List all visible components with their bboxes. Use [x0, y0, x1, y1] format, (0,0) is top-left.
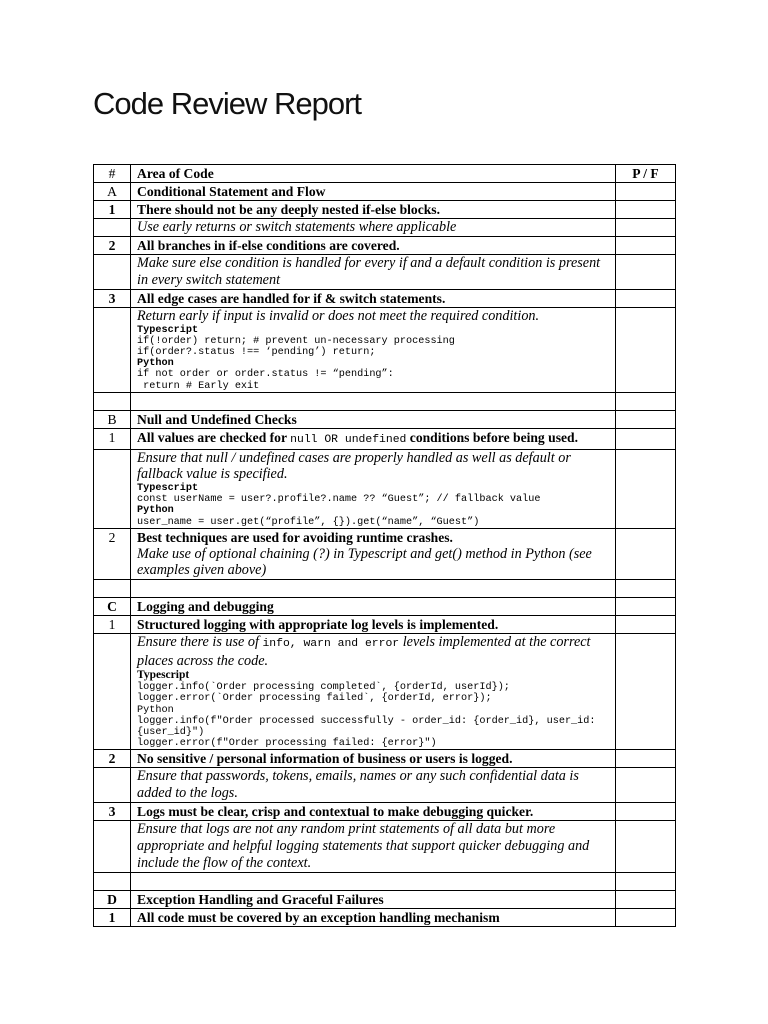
item-note: Ensure that passwords, tokens, emails, names or any such confidential data is added to the logs. [131, 768, 616, 803]
review-table [93, 164, 676, 927]
item-number: 2 [94, 750, 131, 768]
pf-cell [616, 290, 676, 308]
section-letter: C [94, 598, 131, 616]
item-note: Ensure that logs are not any random print statements of all data but more appropriate and helpful logging statements that support quicker debugging and include the flow of the context. [131, 821, 616, 873]
code-line: const userName = user?.profile?.name ?? “Guest”; // fallback value [137, 494, 541, 506]
note-with-code [131, 634, 616, 750]
item-number: 2 [94, 237, 131, 255]
note-row [94, 768, 676, 803]
code-line: return # Early exit [137, 380, 260, 392]
note-row [94, 821, 676, 873]
item-note: Use early returns or switch statements where applicable [131, 219, 616, 237]
section-title: Conditional Statement and Flow [131, 183, 616, 201]
pf-cell [616, 410, 676, 428]
note-row [94, 449, 676, 528]
note-with-code [131, 449, 616, 528]
header-row [94, 165, 676, 183]
table-row [94, 909, 676, 927]
item-note: Ensure there is use of info, warn and error levels implemented at the correct places across the code. [137, 634, 591, 669]
code-language-label: Typescript [137, 669, 190, 682]
section-title: Logging and debugging [131, 598, 616, 616]
pf-cell [616, 201, 676, 219]
pf-cell [616, 598, 676, 616]
item-number: 1 [94, 201, 131, 219]
item-number: 3 [94, 803, 131, 821]
table-row [94, 201, 676, 219]
code-line: if(order?.status !== ‘pending’) return; [137, 347, 376, 358]
pf-cell [616, 909, 676, 927]
code-line: if not order or order.status != “pending”: [137, 369, 394, 381]
item-number: 1 [94, 428, 131, 449]
item-number: 3 [94, 290, 131, 308]
item-text: There should not be any deeply nested if-else blocks. [131, 201, 616, 219]
section-letter: B [94, 410, 131, 428]
note-with-code [131, 308, 616, 393]
item-text: All branches in if-else conditions are covered. [131, 237, 616, 255]
code-line: user_name = user.get(“profile”, {}).get(“name”, “Guest”) [137, 516, 480, 528]
pf-cell [616, 308, 676, 393]
code-line: logger.error(`Order processing failed`, {orderId, error}); [137, 693, 492, 705]
note-row [94, 219, 676, 237]
item-text: All code must be covered by an exception handling mechanism [131, 909, 616, 927]
section-row [94, 891, 676, 909]
pf-header: P / F [616, 165, 676, 183]
code-language-label: Python [137, 358, 174, 370]
pf-cell [616, 528, 676, 579]
item-number: 1 [94, 909, 131, 927]
pf-cell [616, 255, 676, 290]
note-row [94, 308, 676, 393]
item-number: 2 [94, 528, 131, 579]
section-row [94, 598, 676, 616]
table-row [94, 237, 676, 255]
num-header: # [94, 165, 131, 183]
pf-cell [616, 750, 676, 768]
table-row [94, 616, 676, 634]
item-number: 1 [94, 616, 131, 634]
pf-cell [616, 237, 676, 255]
note-row [94, 634, 676, 750]
section-title: Null and Undefined Checks [131, 410, 616, 428]
pf-cell [616, 219, 676, 237]
code-line: {user_id}") [137, 727, 205, 738]
section-row [94, 410, 676, 428]
code-language-label: Python [137, 704, 174, 716]
pf-cell [616, 616, 676, 634]
table-row [94, 803, 676, 821]
section-title: Exception Handling and Graceful Failures [131, 891, 616, 909]
section-row [94, 183, 676, 201]
item-note: Return early if input is invalid or does not meet the required condition. [137, 308, 540, 324]
spacer-row [94, 580, 676, 598]
pf-cell [616, 449, 676, 528]
item-note: Make use of optional chaining (?) in Typescript and get() method in Python (see examples given above) [137, 545, 592, 579]
pf-cell [616, 803, 676, 821]
pf-cell [616, 634, 676, 750]
code-line: if(!order) return; # prevent un-necessary processing [137, 335, 455, 347]
table-row [94, 528, 676, 579]
spacer-row [94, 392, 676, 410]
table-row [94, 428, 676, 449]
spacer-row [94, 873, 676, 891]
item-text: All edge cases are handled for if & switch statements. [131, 290, 616, 308]
code-language-label: Python [137, 505, 174, 517]
pf-cell [616, 183, 676, 201]
pf-cell [616, 768, 676, 803]
item-text: Best techniques are used for avoiding runtime crashes. [137, 529, 453, 545]
item-note: Ensure that null / undefined cases are properly handled as well as default or fallback value is specified. [137, 449, 571, 483]
item-note: Make sure else condition is handled for every if and a default condition is present in every switch statement [131, 255, 616, 290]
item-with-note [131, 528, 616, 579]
pf-cell [616, 821, 676, 873]
note-row [94, 255, 676, 290]
item-text: No sensitive / personal information of business or users is logged. [131, 750, 616, 768]
item-text: Logs must be clear, crisp and contextual to make debugging quicker. [131, 803, 616, 821]
code-line: logger.info(`Order processing completed`, {orderId, userId}); [137, 682, 510, 694]
code-language-label: Typescript [137, 483, 199, 494]
pf-cell [616, 891, 676, 909]
pf-cell [616, 428, 676, 449]
table-row [94, 750, 676, 768]
code-language-label: Typescript [137, 324, 199, 336]
table-row [94, 290, 676, 308]
section-letter: D [94, 891, 131, 909]
area-header: Area of Code [131, 165, 616, 183]
page-title: Code Review Report [93, 86, 362, 121]
item-text: All values are checked for null OR undefined conditions before being used. [131, 428, 616, 449]
item-text: Structured logging with appropriate log levels is implemented. [131, 616, 616, 634]
code-line: logger.error(f"Order processing failed: {error}") [137, 738, 437, 750]
section-letter: A [94, 183, 131, 201]
code-line: logger.info(f"Order processed successfully - order_id: {order_id}, user_id: [137, 715, 596, 727]
